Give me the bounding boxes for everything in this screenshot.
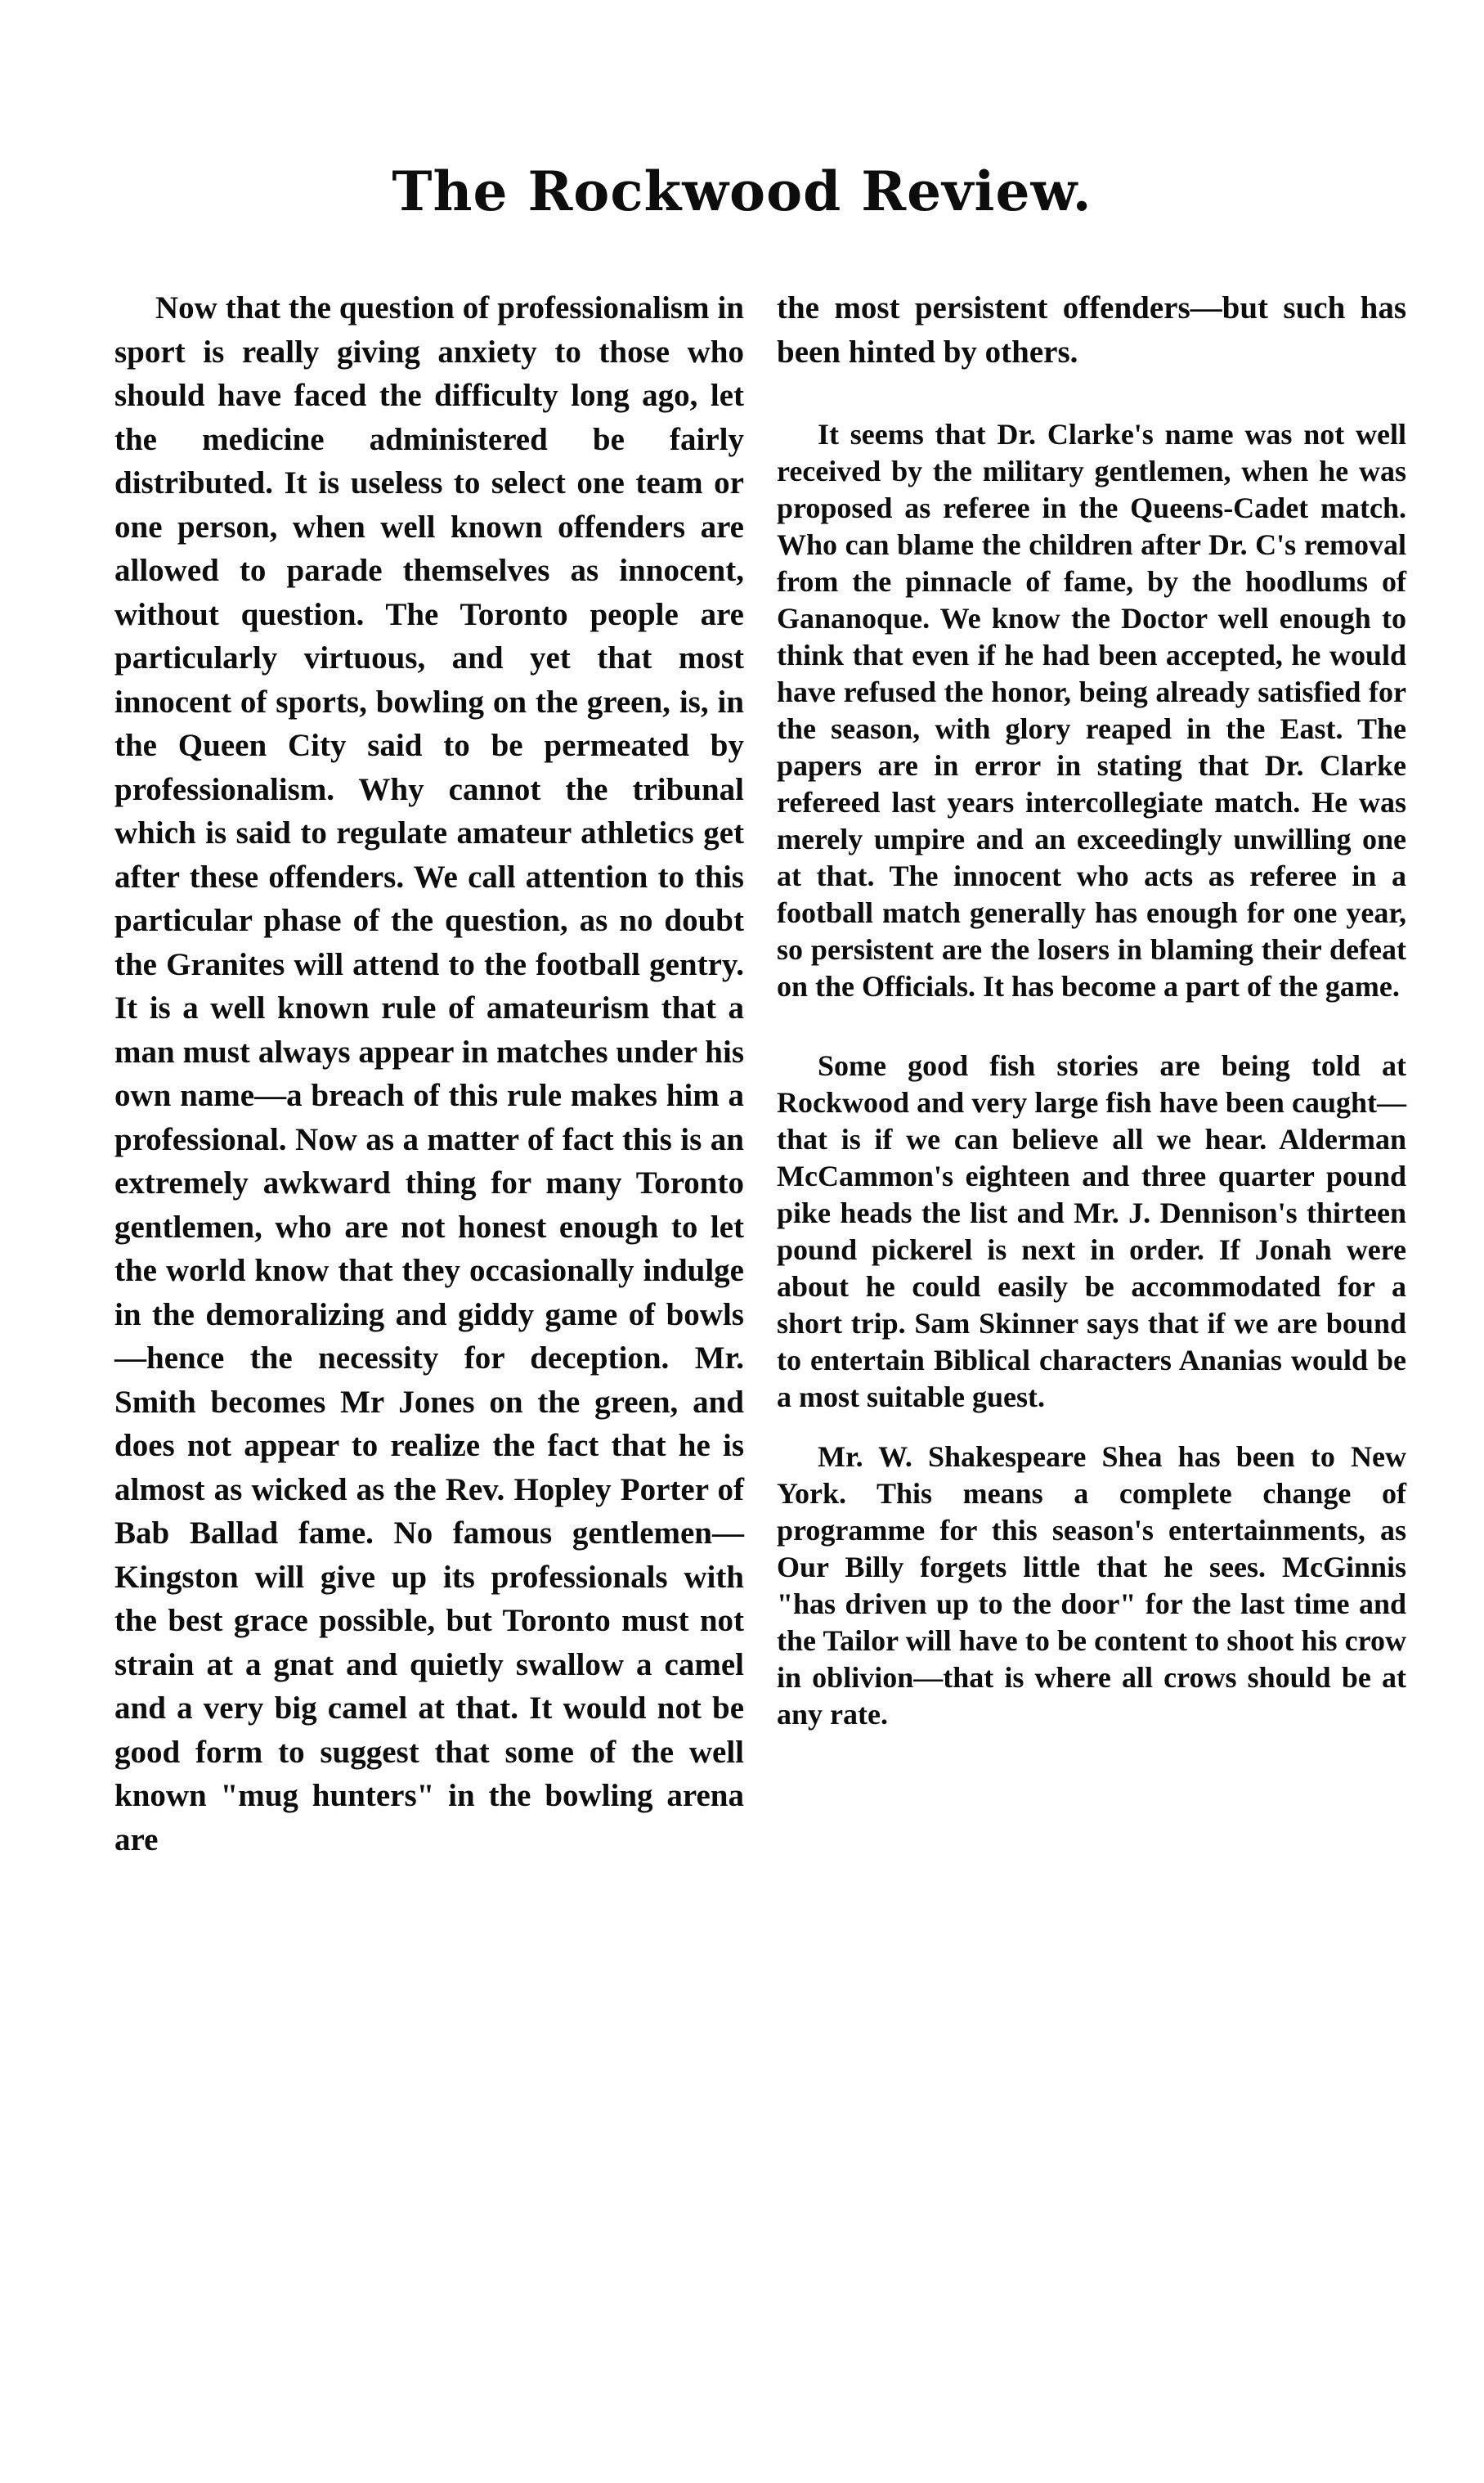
article-paragraph-shakespeare-shea: Mr. W. Shakespeare Shea has been to New York. This means a complete change of programme for this season's entertainments, as Our Billy forgets little that he sees. McGinnis "has driven up to the door" for the last time and the Tailor will have to be content to shoot his crow in oblivion—that is where all crows should be at any rate. [777,1440,1406,1731]
paragraph-gap [777,374,1406,416]
article-paragraph-professionalism: Now that the question of professionalism in sport is really giving anxiety to those who should have faced the difficulty long ago, let the medicine administered be fairly distributed. It is useless to select one team or one person, when well known offenders are allowed to parade themselves as innocent, without question. The Toronto people are particularly virtuous, and yet that most innocent of sports, bowling on the green, is, in the Queen City said to be permeated by professionalism. Why cannot the tribunal which is said to regulate amateur athletics get after these offenders. We call attention to this particular phase of the question, as no doubt the Granites will attend to the football gentry. It is a well known rule of amateurism that a man must always appear in matches under his own name—a breach of this rule makes him a professional. Now as a matter of fact this is an extremely awkward thing for many Toronto gentlemen, who are not honest enough to let the world know that they occasionally indulge in the demoralizing and giddy game of bowls—hence the necessity for deception. Mr. Smith becomes Mr Jones on the green, and does not appear to realize the fact that he is almost as wicked as the Rev. Hopley Porter of Bab Ballad fame. No famous gentlemen—Kingston will give up its professionals with the best grace possible, but Toronto must not strain at a gnat and quietly swallow a camel and a very big camel at that. It would not be good form to suggest that some of the well known "mug hunters" in the bowling arena are [114,290,744,1857]
paragraph-gap [777,1005,1406,1048]
article-paragraph-continuation: the most persistent offenders—but such has been hinted by others. [777,290,1406,370]
paragraph-gap [777,1416,1406,1439]
article-paragraph-dr-clarke: It seems that Dr. Clarke's name was not well received by the military gentlemen, when he was proposed as referee in the Queens-Cadet match. Who can blame the children after Dr. C's removal from the pinnacle of fame, by the hoodlums of Gananoque. We know the Doctor well enough to think that even if he had been accepted, he would have refused the honor, being already satisfied for the season, with glory reaped in the East. The papers are in error in stating that Dr. Clarke refereed last years intercollegiate match. He was merely umpire and an exceedingly unwilling one at that. The innocent who acts as referee in a football match generally has enough for one year, so persistent are the losers in blaming their defeat on the Officials. It has become a part of the game. [777,418,1406,1003]
left-column [114,286,744,1861]
masthead-title: The Rockwood Review. [392,159,1092,223]
article-paragraph-fish-stories: Some good fish stories are being told at Rockwood and very large fish have been caught—that is if we can believe all we hear. Alderman McCammon's eighteen and three quarter pound pike heads the list and Mr. J. Dennison's thirteen pound pickerel is next in order. If Jonah were about he could easily be accommodated for a short trip. Sam Skinner says that if we are bound to entertain Biblical characters Ananias would be a most suitable guest. [777,1049,1406,1413]
right-column [777,286,1406,1733]
